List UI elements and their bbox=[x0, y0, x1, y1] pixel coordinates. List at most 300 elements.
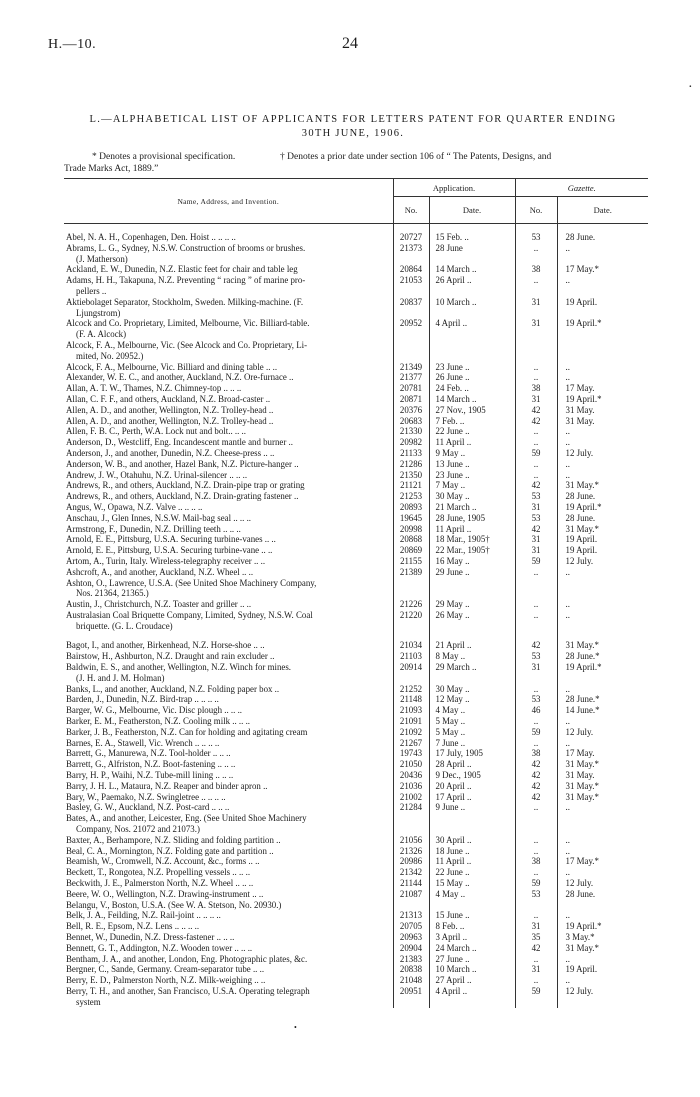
gazette-date: .. bbox=[557, 846, 648, 857]
gazette-number: .. bbox=[515, 426, 557, 437]
application-number bbox=[393, 673, 429, 684]
table-row bbox=[64, 781, 648, 792]
gazette-number: 53 bbox=[515, 889, 557, 900]
table-row bbox=[64, 545, 648, 556]
gazette-number: .. bbox=[515, 362, 557, 373]
prior-date-note-cont: Trade Marks Act, 1889.” bbox=[64, 164, 159, 174]
gazette-date: .. bbox=[557, 684, 648, 695]
table-row bbox=[64, 921, 648, 932]
application-number: 21034 bbox=[393, 640, 429, 651]
gazette-number bbox=[515, 286, 557, 297]
table-row bbox=[64, 383, 648, 394]
application-number: 20376 bbox=[393, 405, 429, 416]
table-row bbox=[64, 727, 648, 738]
gazette-number: .. bbox=[515, 835, 557, 846]
application-number: 20963 bbox=[393, 932, 429, 943]
table-row bbox=[64, 275, 648, 286]
table-row bbox=[64, 748, 648, 759]
application-date bbox=[429, 351, 515, 362]
table-row bbox=[64, 986, 648, 997]
page-mark: • bbox=[294, 1023, 297, 1032]
applicant-name-invention: briquette. (G. L. Croudace) bbox=[76, 620, 173, 631]
gazette-number: 42 bbox=[515, 416, 557, 427]
gazette-date: .. bbox=[557, 910, 648, 921]
gazette-number: 31 bbox=[515, 662, 557, 673]
application-number: 21121 bbox=[393, 480, 429, 491]
applicant-name-invention: Artom, A., Turin, Italy. Wireless-telegraphy receiver .. .. bbox=[66, 555, 266, 566]
page-number: 24 bbox=[342, 35, 358, 52]
table-row bbox=[64, 264, 648, 275]
gazette-date: 12 July. bbox=[557, 448, 648, 459]
table-row bbox=[64, 910, 648, 921]
application-number: 21350 bbox=[393, 470, 429, 481]
applicant-name-invention: Ashton, O., Lawrence, U.S.A. (See United Shoe Machinery Company, bbox=[66, 577, 317, 588]
header-gaz-date: Date. bbox=[557, 197, 648, 224]
application-number bbox=[393, 578, 429, 589]
application-number: 21087 bbox=[393, 889, 429, 900]
table-row bbox=[64, 813, 648, 824]
gazette-number: 53 bbox=[515, 491, 557, 502]
applicant-name-invention: (J. H. and J. M. Holman) bbox=[76, 672, 165, 683]
applicants-table bbox=[64, 178, 648, 1008]
gazette-date: .. bbox=[557, 867, 648, 878]
gazette-date: 19 April. bbox=[557, 297, 648, 308]
application-number: 20868 bbox=[393, 534, 429, 545]
gazette-date: .. bbox=[557, 954, 648, 965]
application-date bbox=[429, 824, 515, 835]
application-date: 3 April .. bbox=[429, 932, 515, 943]
application-number: 20781 bbox=[393, 383, 429, 394]
application-date: 30 May .. bbox=[429, 491, 515, 502]
application-number: 21313 bbox=[393, 910, 429, 921]
table-header bbox=[64, 179, 648, 224]
gazette-date: .. bbox=[557, 243, 648, 254]
gazette-date: 31 May.* bbox=[557, 781, 648, 792]
gazette-number: .. bbox=[515, 610, 557, 621]
applicant-name-invention: system bbox=[76, 996, 101, 1007]
table-row bbox=[64, 651, 648, 662]
gazette-number: .. bbox=[515, 738, 557, 749]
gazette-number: .. bbox=[515, 437, 557, 448]
application-date bbox=[429, 621, 515, 632]
gazette-date: .. bbox=[557, 610, 648, 621]
application-number: 21330 bbox=[393, 426, 429, 437]
table-row bbox=[64, 254, 648, 265]
application-date: 17 April .. bbox=[429, 792, 515, 803]
gazette-date: .. bbox=[557, 835, 648, 846]
application-number bbox=[393, 254, 429, 265]
header-gazette: Gazette. bbox=[515, 179, 648, 197]
table-row bbox=[64, 662, 648, 673]
application-date: 26 April .. bbox=[429, 275, 515, 286]
applicant-name-invention: Bennet, W., Dunedin, N.Z. Dress-fastener .. .. .. bbox=[66, 932, 235, 942]
applicant-name-invention: Alcock, F. A., Melbourne, Vic. (See Alcock and Co. Proprietary, Li- bbox=[66, 339, 308, 350]
application-date: 22 Mar., 1905† bbox=[429, 545, 515, 556]
applicant-name-invention: Berry, E. D., Palmerston North, N.Z. Milk-weighing .. .. bbox=[66, 975, 266, 986]
table-row bbox=[64, 232, 648, 243]
applicant-name-invention: Arnold, E. E., Pittsburg, U.S.A. Securing turbine-vanes .. .. bbox=[66, 534, 276, 545]
application-number bbox=[393, 900, 429, 911]
application-date bbox=[429, 673, 515, 684]
table-row bbox=[64, 964, 648, 975]
application-date bbox=[429, 308, 515, 319]
table-row bbox=[64, 900, 648, 911]
gazette-number: 53 bbox=[515, 232, 557, 243]
application-number: 21144 bbox=[393, 878, 429, 889]
application-number: 21002 bbox=[393, 792, 429, 803]
gazette-number bbox=[515, 824, 557, 835]
header-app-no: No. bbox=[393, 197, 429, 224]
gazette-date: 31 May. bbox=[557, 770, 648, 781]
application-date: 26 June .. bbox=[429, 372, 515, 383]
header-name: Name, Address, and Invention. bbox=[64, 179, 393, 224]
application-number: 21377 bbox=[393, 372, 429, 383]
gazette-date: 31 May.* bbox=[557, 480, 648, 491]
applicant-name-invention: Ljungstrom) bbox=[76, 307, 121, 318]
application-number: 20871 bbox=[393, 394, 429, 405]
application-date: 29 June .. bbox=[429, 567, 515, 578]
application-number: 20864 bbox=[393, 264, 429, 275]
application-number: 21053 bbox=[393, 275, 429, 286]
gazette-number: .. bbox=[515, 599, 557, 610]
applicant-name-invention: Bairstow, H., Ashburton, N.Z. Draught and rain excluder .. bbox=[66, 651, 275, 662]
gazette-number: .. bbox=[515, 846, 557, 857]
applicant-name-invention: pellers .. bbox=[76, 285, 107, 296]
applicant-name-invention: Andrews, R., and others, Auckland, N.Z. Drain-pipe trap or grating bbox=[66, 480, 305, 491]
table-row bbox=[64, 889, 648, 900]
applicant-name-invention: Anderson, W. B., and another, Hazel Bank, N.Z. Picture-hanger .. bbox=[66, 458, 299, 469]
application-date: 24 March .. bbox=[429, 943, 515, 954]
gazette-number: .. bbox=[515, 684, 557, 695]
table-row bbox=[64, 684, 648, 695]
gazette-number: 59 bbox=[515, 878, 557, 889]
gazette-number bbox=[515, 578, 557, 589]
gazette-date: 12 July. bbox=[557, 878, 648, 889]
gazette-date: .. bbox=[557, 275, 648, 286]
gazette-number: 42 bbox=[515, 759, 557, 770]
application-number: 21253 bbox=[393, 491, 429, 502]
application-number: 21252 bbox=[393, 684, 429, 695]
gazette-date: .. bbox=[557, 599, 648, 610]
gazette-number: 42 bbox=[515, 480, 557, 491]
gazette-date: 31 May.* bbox=[557, 524, 648, 535]
gazette-date: .. bbox=[557, 426, 648, 437]
gazette-number: 31 bbox=[515, 502, 557, 513]
gazette-date: 19 April.* bbox=[557, 921, 648, 932]
gazette-number: 42 bbox=[515, 943, 557, 954]
gazette-number: 38 bbox=[515, 856, 557, 867]
gazette-number: 31 bbox=[515, 534, 557, 545]
gazette-number: 42 bbox=[515, 405, 557, 416]
gazette-number bbox=[515, 351, 557, 362]
applicant-name-invention: Adams, H. H., Takapuna, N.Z. Preventing “ racing ” of marine pro- bbox=[66, 275, 306, 286]
application-number: 21133 bbox=[393, 448, 429, 459]
list-title-line-1: L.—ALPHABETICAL LIST OF APPLICANTS FOR LETTERS PATENT FOR QUARTER ENDING bbox=[89, 114, 617, 125]
application-date: 8 Feb. .. bbox=[429, 921, 515, 932]
table-row bbox=[64, 394, 648, 405]
table-row bbox=[64, 705, 648, 716]
table-row bbox=[64, 759, 648, 770]
gazette-number: 59 bbox=[515, 556, 557, 567]
report-code: H.—10. bbox=[48, 37, 97, 52]
header-gaz-no: No. bbox=[515, 197, 557, 224]
table-row bbox=[64, 835, 648, 846]
gazette-date: 3 May.* bbox=[557, 932, 648, 943]
application-number: 20869 bbox=[393, 545, 429, 556]
gazette-date bbox=[557, 997, 648, 1008]
gazette-number: .. bbox=[515, 459, 557, 470]
application-date: 30 April .. bbox=[429, 835, 515, 846]
table-row bbox=[64, 426, 648, 437]
application-number: 21389 bbox=[393, 567, 429, 578]
gazette-number: .. bbox=[515, 470, 557, 481]
gazette-date: 19 April. bbox=[557, 964, 648, 975]
application-date: 4 May .. bbox=[429, 889, 515, 900]
application-number bbox=[393, 997, 429, 1008]
table-row bbox=[64, 932, 648, 943]
applicant-name-invention: Barry, J. H. L., Mataura, N.Z. Reaper and binder apron .. bbox=[66, 780, 268, 791]
applicant-name-invention: Australasian Coal Briquette Company, Limited, Sydney, N.S.W. Coal bbox=[66, 609, 313, 620]
table-row bbox=[64, 846, 648, 857]
applicant-name-invention: Bennett, G. T., Addington, N.Z. Wooden tower .. .. .. bbox=[66, 942, 253, 953]
header-application: Application. bbox=[393, 179, 515, 197]
applicant-name-invention: mited, No. 20952.) bbox=[76, 350, 144, 361]
application-number: 21092 bbox=[393, 727, 429, 738]
list-title bbox=[58, 113, 648, 141]
application-date: 8 May .. bbox=[429, 651, 515, 662]
gazette-date: .. bbox=[557, 738, 648, 749]
application-date: 11 April .. bbox=[429, 856, 515, 867]
table-row bbox=[64, 694, 648, 705]
application-number bbox=[393, 351, 429, 362]
applicant-name-invention: Bary, W., Paemako, N.Z. Swingletree .. .. .. .. bbox=[66, 791, 226, 802]
applicant-name-invention: Andrew, J. W., Otahuhu, N.Z. Urinal-silencer .. .. .. bbox=[66, 469, 248, 480]
table-row bbox=[64, 610, 648, 621]
table-row bbox=[64, 943, 648, 954]
applicant-name-invention: Bagot, I., and another, Birkenhead, N.Z. Horse-shoe .. .. bbox=[66, 640, 265, 651]
table-row bbox=[64, 621, 648, 632]
footnote-legend bbox=[64, 151, 647, 174]
table-row bbox=[64, 318, 648, 329]
applicant-name-invention: Aktiebolaget Separator, Stockholm, Sweden. Milking-machine. (F. bbox=[66, 296, 304, 307]
applicant-name-invention: Anderson, J., and another, Dunedin, N.Z. Cheese-press .. .. bbox=[66, 447, 275, 458]
applicant-name-invention: Ashcroft, A., and another, Auckland, N.Z. Wheel .. .. bbox=[66, 566, 254, 577]
application-date bbox=[429, 340, 515, 351]
application-number: 21267 bbox=[393, 738, 429, 749]
applicant-name-invention: Bell, R. E., Epsom, N.Z. Lens .. .. .. .. bbox=[66, 921, 200, 932]
application-number: 19645 bbox=[393, 513, 429, 524]
application-number bbox=[393, 588, 429, 599]
gazette-number bbox=[515, 329, 557, 340]
application-date bbox=[429, 329, 515, 340]
applicant-name-invention: Allen, A. D., and another, Wellington, N.Z. Trolley-head .. bbox=[66, 415, 274, 426]
applicant-name-invention: Berry, T. H., and another, San Francisco, U.S.A. Operating telegraph bbox=[66, 985, 310, 996]
gazette-number: .. bbox=[515, 567, 557, 578]
gazette-number: 42 bbox=[515, 524, 557, 535]
application-date: 18 Mar., 1905† bbox=[429, 534, 515, 545]
application-number: 21148 bbox=[393, 694, 429, 705]
gazette-date: .. bbox=[557, 470, 648, 481]
applicant-name-invention: Belk, J. A., Feilding, N.Z. Rail-joint .. .. .. .. bbox=[66, 910, 221, 921]
table-row bbox=[64, 770, 648, 781]
gazette-number: 59 bbox=[515, 986, 557, 997]
gazette-date: 31 May.* bbox=[557, 640, 648, 651]
gazette-number: 42 bbox=[515, 792, 557, 803]
application-date: 11 April .. bbox=[429, 524, 515, 535]
applicant-name-invention: Barger, W. G., Melbourne, Vic. Disc plough .. .. .. bbox=[66, 705, 243, 716]
applicant-name-invention: Beere, W. O., Wellington, N.Z. Drawing-instrument .. .. bbox=[66, 888, 264, 899]
applicant-name-invention: Barnes, E. A., Stawell, Vic. Wrench .. .. .. .. bbox=[66, 737, 220, 748]
gazette-number: .. bbox=[515, 867, 557, 878]
application-number: 20982 bbox=[393, 437, 429, 448]
application-number: 20705 bbox=[393, 921, 429, 932]
application-date bbox=[429, 588, 515, 599]
application-date: 22 June .. bbox=[429, 426, 515, 437]
application-number: 21050 bbox=[393, 759, 429, 770]
application-date: 7 Feb. .. bbox=[429, 416, 515, 427]
gazette-number: 42 bbox=[515, 770, 557, 781]
application-number: 20683 bbox=[393, 416, 429, 427]
application-date: 9 Dec., 1905 bbox=[429, 770, 515, 781]
application-date: 5 May .. bbox=[429, 727, 515, 738]
table-row bbox=[64, 599, 648, 610]
application-number: 20914 bbox=[393, 662, 429, 673]
application-number: 21342 bbox=[393, 867, 429, 878]
gazette-date: 19 April. bbox=[557, 534, 648, 545]
applicant-name-invention: (J. Matherson) bbox=[76, 253, 128, 264]
application-number: 21284 bbox=[393, 802, 429, 813]
gazette-number: 31 bbox=[515, 394, 557, 405]
gazette-date: .. bbox=[557, 975, 648, 986]
application-date: 5 May .. bbox=[429, 716, 515, 727]
application-date: 7 May .. bbox=[429, 480, 515, 491]
gazette-number: .. bbox=[515, 716, 557, 727]
gazette-date bbox=[557, 340, 648, 351]
gazette-date: 17 May.* bbox=[557, 264, 648, 275]
gazette-number: 53 bbox=[515, 694, 557, 705]
application-number: 19743 bbox=[393, 748, 429, 759]
gazette-number: 38 bbox=[515, 383, 557, 394]
application-date: 11 April .. bbox=[429, 437, 515, 448]
applicant-name-invention: Abrams, L. G., Sydney, N.S.W. Construction of brooms or brushes. bbox=[66, 242, 306, 253]
applicant-name-invention: Allan, A. T. W., Thames, N.Z. Chimney-top .. .. .. bbox=[66, 383, 242, 394]
applicant-name-invention: Angus, W., Opawa, N.Z. Valve .. .. .. .. bbox=[66, 501, 203, 512]
gazette-number: 53 bbox=[515, 513, 557, 524]
application-date: 9 June .. bbox=[429, 802, 515, 813]
applicant-name-invention: Beckwith, J. E., Palmerston North, N.Z. Wheel .. .. .. bbox=[66, 878, 254, 889]
application-number: 21383 bbox=[393, 954, 429, 965]
table-row bbox=[64, 824, 648, 835]
table-row bbox=[64, 502, 648, 513]
application-number: 21091 bbox=[393, 716, 429, 727]
table-row bbox=[64, 878, 648, 889]
gazette-date bbox=[557, 351, 648, 362]
table-row bbox=[64, 286, 648, 297]
gazette-date: .. bbox=[557, 459, 648, 470]
gazette-date bbox=[557, 673, 648, 684]
gazette-date: 28 June. bbox=[557, 491, 648, 502]
application-date bbox=[429, 286, 515, 297]
gazette-number bbox=[515, 997, 557, 1008]
application-date: 4 April .. bbox=[429, 986, 515, 997]
table-row bbox=[64, 351, 648, 362]
gazette-date: 28 June. bbox=[557, 513, 648, 524]
applicant-name-invention: Basley, G. W., Auckland, N.Z. Post-card .. .. .. bbox=[66, 802, 230, 813]
applicant-name-invention: Nos. 21364, 21365.) bbox=[76, 588, 149, 599]
table-row bbox=[64, 975, 648, 986]
application-date: 28 June bbox=[429, 243, 515, 254]
gazette-date: .. bbox=[557, 802, 648, 813]
table-row bbox=[64, 340, 648, 351]
application-date: 27 June .. bbox=[429, 954, 515, 965]
application-number: 20727 bbox=[393, 232, 429, 243]
application-date: 29 March .. bbox=[429, 662, 515, 673]
gazette-date bbox=[557, 824, 648, 835]
table-row bbox=[64, 534, 648, 545]
table-row bbox=[64, 567, 648, 578]
application-date bbox=[429, 578, 515, 589]
gazette-date: 19 April.* bbox=[557, 662, 648, 673]
application-number: 20998 bbox=[393, 524, 429, 535]
table-row bbox=[64, 405, 648, 416]
table-row bbox=[64, 437, 648, 448]
gazette-number: .. bbox=[515, 275, 557, 286]
application-date bbox=[429, 997, 515, 1008]
gazette-date: .. bbox=[557, 372, 648, 383]
table-row bbox=[64, 524, 648, 535]
gazette-date: 19 April.* bbox=[557, 394, 648, 405]
application-date: 17 July, 1905 bbox=[429, 748, 515, 759]
application-date: 27 April .. bbox=[429, 975, 515, 986]
gazette-date: 28 June. bbox=[557, 889, 648, 900]
applicant-name-invention: Arnold, E. E., Pittsburg, U.S.A. Securing turbine-vane .. .. bbox=[66, 545, 273, 556]
prior-date-note: † Denotes a prior date under section 106 of “ The Patents, Designs, and bbox=[280, 152, 552, 162]
margin-mark: · bbox=[688, 80, 693, 95]
applicant-name-invention: Company, Nos. 21072 and 21073.) bbox=[76, 824, 200, 835]
application-date: 21 March .. bbox=[429, 502, 515, 513]
table-row bbox=[64, 416, 648, 427]
gazette-number: .. bbox=[515, 802, 557, 813]
gazette-number bbox=[515, 308, 557, 319]
application-number: 20893 bbox=[393, 502, 429, 513]
application-number: 21326 bbox=[393, 846, 429, 857]
applicant-name-invention: Alcock, F. A., Melbourne, Vic. Billiard and dining table .. .. bbox=[66, 361, 278, 372]
gazette-date bbox=[557, 578, 648, 589]
table-row bbox=[64, 738, 648, 749]
gazette-date: 31 May. bbox=[557, 416, 648, 427]
applicant-name-invention: Allan, C. F. F., and others, Auckland, N.Z. Broad-caster .. bbox=[66, 393, 271, 404]
gazette-date bbox=[557, 308, 648, 319]
gazette-date: .. bbox=[557, 362, 648, 373]
gazette-number: 42 bbox=[515, 781, 557, 792]
applicant-name-invention: Beamish, W., Cromwell, N.Z. Account, &c., forms .. .. bbox=[66, 856, 260, 867]
gazette-date: 28 June.* bbox=[557, 651, 648, 662]
gazette-date: 14 June.* bbox=[557, 705, 648, 716]
gazette-date bbox=[557, 254, 648, 265]
table-row bbox=[64, 792, 648, 803]
table-row bbox=[64, 470, 648, 481]
application-date: 28 April .. bbox=[429, 759, 515, 770]
application-number: 21286 bbox=[393, 459, 429, 470]
table-row bbox=[64, 802, 648, 813]
table-row bbox=[64, 513, 648, 524]
applicant-name-invention: Abel, N. A. H., Copenhagen, Den. Hoist .. .. .. .. bbox=[66, 232, 236, 242]
application-date bbox=[429, 813, 515, 824]
application-date: 4 May .. bbox=[429, 705, 515, 716]
gazette-number: 46 bbox=[515, 705, 557, 716]
list-title-line-2: 30TH JUNE, 1906. bbox=[301, 128, 405, 139]
table-row bbox=[64, 588, 648, 599]
